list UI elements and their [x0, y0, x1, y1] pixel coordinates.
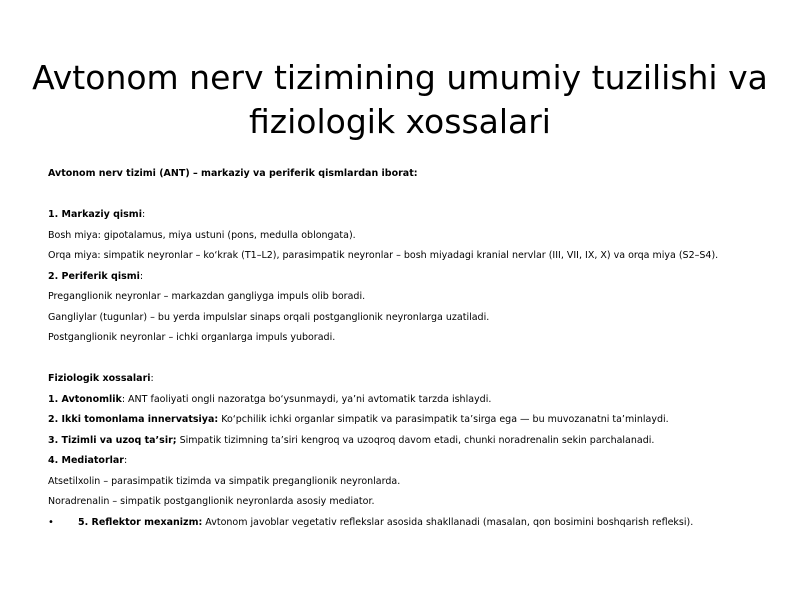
central-heading-line	[48, 205, 768, 226]
peripheral-heading: 2. Periferik qismi	[48, 270, 140, 282]
slide-content	[48, 164, 768, 533]
reflex-bullet-item	[48, 513, 768, 534]
acetylcholine-text: Atsetilxolin – parasimpatik tizimda va simpatik preganglionik neyronlarda.	[48, 475, 401, 487]
mediators-label: 4. Mediatorlar	[48, 455, 124, 466]
preganglionic-text: Preganglionik neyronlar – markazdan gangliyga impuls olib boradi.	[48, 291, 366, 302]
reflex-text: Avtonom javoblar vegetativ reflekslar asosida shakllanadi (masalan, qon bosimini boshqarish refleksi).	[202, 516, 694, 528]
physiology-heading: Fiziologik xossalari	[48, 373, 151, 384]
central-heading-suffix: :	[141, 209, 146, 220]
tonic-effect-text: Simpatik tizimning ta’siri kengroq va uzoqroq davom etadi, chunki noradrenalin sekin parchalanadi.	[176, 434, 655, 446]
dual-innervation-text: Ko‘pchilik ichki organlar simpatik va parasimpatik ta’sirga ega — bu muvozanatni ta’minlaydi.	[218, 414, 669, 425]
dual-innervation-label: 2. Ikki tomonlama innervatsiya:	[48, 414, 219, 425]
autonomy-line	[48, 390, 768, 411]
spacer	[48, 185, 768, 206]
spacer	[48, 349, 768, 370]
peripheral-heading-line	[48, 267, 768, 288]
physiology-heading-line	[48, 369, 768, 390]
central-heading: 1. Markaziy qismi	[48, 209, 142, 220]
central-spinal-text: Orqa miya: simpatik neyronlar – ko‘krak (T1–L2), parasimpatik neyronlar – bosh miyadagi kranial nervlar (III, VII, IX, X) va orqa miya (S2–S4).	[48, 250, 719, 261]
ganglia-text: Gangliylar (tugunlar) – bu yerda impulslar sinaps orqali postganglionik neyronlarga uzatiladi.	[48, 311, 490, 323]
intro-text: Avtonom nerv tizimi (ANT) – markaziy va periferik qismlardan iborat:	[48, 168, 418, 179]
peripheral-heading-suffix: :	[139, 270, 144, 282]
autonomy-text: : ANT faoliyati ongli nazoratga bo‘ysunmaydi, ya’ni avtomatik tarzda ishlaydi.	[121, 393, 492, 405]
autonomy-label: 1. Avtonomlik	[48, 393, 122, 405]
mediators-line	[48, 451, 768, 472]
noradrenaline-text: Noradrenalin – simpatik postganglionik neyronlarda asosiy mediator.	[48, 496, 375, 507]
reflex-label: 5. Reflektor mexanizm:	[78, 516, 203, 528]
bullet-icon: •	[48, 516, 54, 528]
postganglionic-text: Postganglionik neyronlar – ichki organlarga impuls yuboradi.	[48, 332, 336, 343]
mediators-suffix: :	[124, 455, 128, 466]
dual-innervation-line	[48, 410, 768, 431]
tonic-effect-line	[48, 431, 768, 452]
central-brain-text: Bosh miya: gipotalamus, miya ustuni (pons, medulla oblongata).	[48, 229, 356, 241]
tonic-effect-label: 3. Tizimli va uzoq ta’sir;	[48, 434, 177, 446]
physiology-heading-suffix: :	[150, 373, 154, 384]
slide-title: Avtonom nerv tizimining umumiy tuzilishi va fiziologik xossalari	[32, 58, 768, 142]
